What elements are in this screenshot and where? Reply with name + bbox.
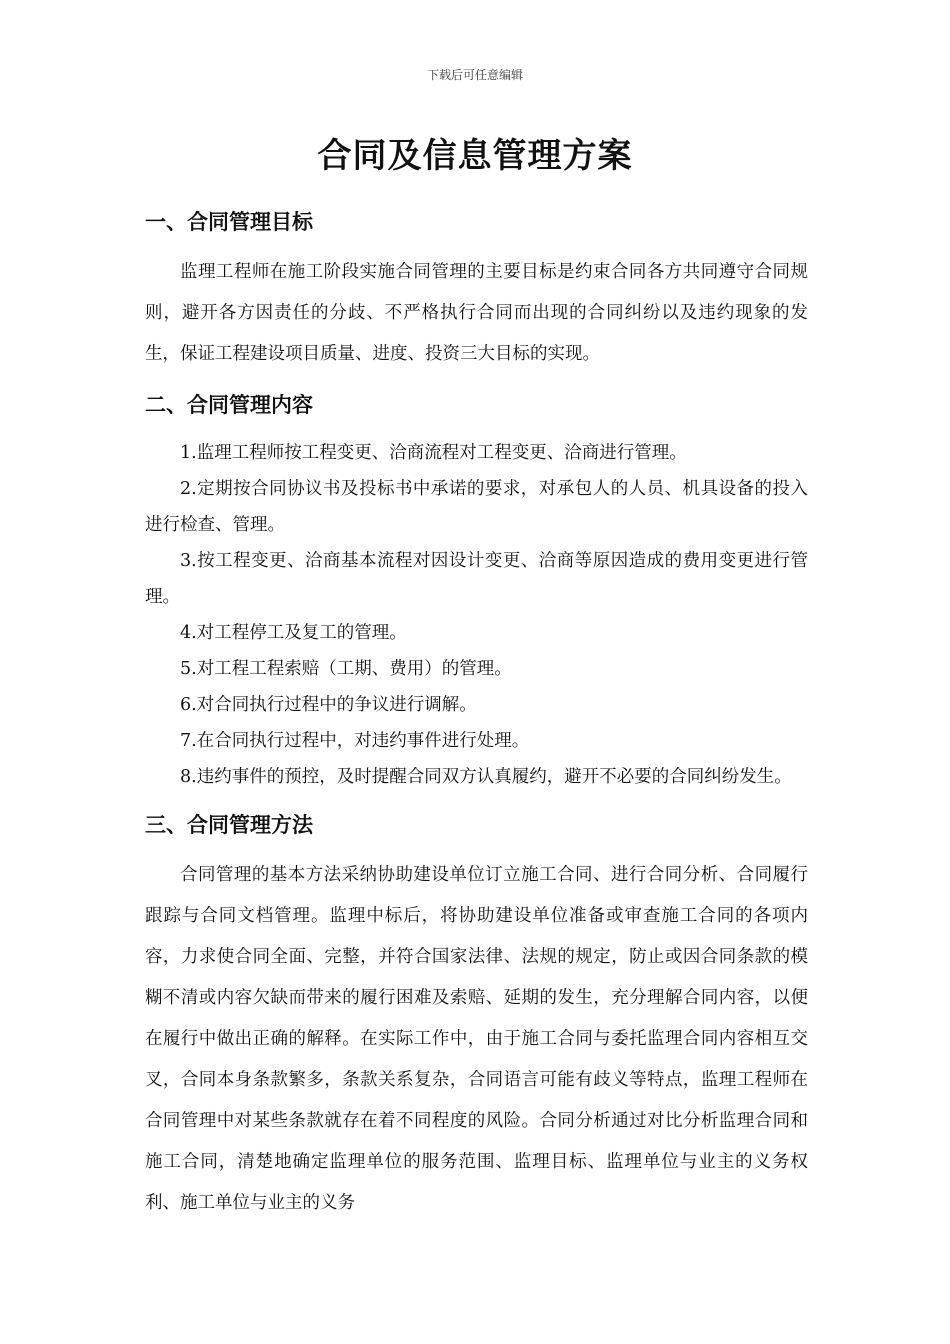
section-heading-3: 三、合同管理方法	[145, 813, 313, 837]
list-item: 4.对工程停工及复工的管理。	[180, 623, 407, 643]
section-heading-1: 一、合同管理目标	[145, 210, 313, 234]
list-item: 5.对工程工程索赔（工期、费用）的管理。	[180, 659, 512, 679]
list-item: 2.定期按合同协议书及投标书中承诺的要求，对承包人的人员、机具设备的投入进行检查、管理。	[145, 479, 808, 535]
list-item: 6.对合同执行过程中的争议进行调解。	[180, 695, 477, 715]
section-heading-2: 二、合同管理内容	[145, 393, 313, 417]
header-note: 下载后可任意编辑	[426, 68, 523, 82]
list-item: 7.在合同执行过程中，对违约事件进行处理。	[180, 731, 530, 751]
section-1-paragraph: 监理工程师在施工阶段实施合同管理的主要目标是约束合同各方共同遵守合同规则，避开各方因责任的分歧、不严格执行合同而出现的合同纠纷以及违约现象的发生，保证工程建设项目质量、进度、投资三大目标的实现。	[145, 262, 808, 364]
document-title: 合同及信息管理方案	[317, 136, 633, 176]
list-item: 1.监理工程师按工程变更、洽商流程对工程变更、洽商进行管理。	[180, 443, 687, 463]
section-3-paragraph: 合同管理的基本方法采纳协助建设单位订立施工合同、进行合同分析、合同履行跟踪与合同文档管理。监理中标后，将协助建设单位准备或审查施工合同的各项内容，力求使合同全面、完整，并符合国家法律、法规的规定，防止或因合同条款的模糊不清或内容欠缺而带来的履行困难及索赔、延期的发生，充分理解合同内容，以便在履行中做出正确的解释。在实际工作中，由于施工合同与委托监理合同内容相互交叉，合同本身条款繁多，条款关系复杂，合同语言可能有歧义等特点，监理工程师在合同管理中对某些条款就存在着不同程度的风险。合同分析通过对比分析监理合同和施工合同，清楚地确定监理单位的服务范围、监理目标、监理单位与业主的义务权利、施工单位与业主的义务	[145, 865, 808, 1213]
list-item: 8.违约事件的预控，及时提醒合同双方认真履约，避开不必要的合同纠纷发生。	[180, 767, 792, 787]
list-item: 3.按工程变更、洽商基本流程对因设计变更、洽商等原因造成的费用变更进行管理。	[145, 551, 808, 607]
document-body	[145, 200, 808, 1224]
